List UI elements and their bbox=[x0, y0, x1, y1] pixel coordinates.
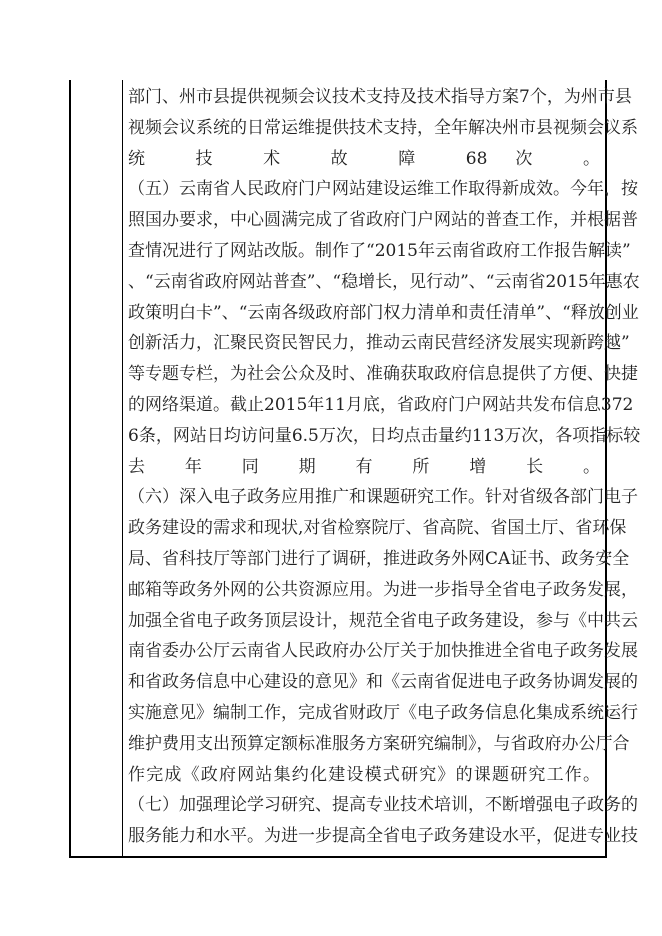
paragraph-line: 和省政务信息中心建设的意见》和《云南省促进电子政务协调发展的 bbox=[128, 672, 638, 693]
paragraph-line: 南省委办公厅云南省人民政府办公厅关于加快推进全省电子政务发展 bbox=[128, 641, 638, 662]
paragraph-line: 照国办要求，中心圆满完成了省政府门户网站的普查工作，并根据普 bbox=[128, 210, 638, 231]
paragraph-line: 统 技 术 故 障 68 次 。 bbox=[128, 148, 600, 169]
table-content-cell bbox=[128, 82, 641, 852]
paragraph-line: 部门、州市县提供视频会议技术支持及技术指导方案7个，为州市县 bbox=[128, 87, 632, 107]
paragraph-line: 作完成《政府网站集约化建设模式研究》的课题研究工作。 bbox=[128, 764, 600, 785]
paragraph-line: 查情况进行了网站改版。制作了“2015年云南省政府工作报告解读” bbox=[128, 240, 631, 261]
paragraph-line: 等专题专栏，为社会公众及时、准确获取政府信息提供了方便、快捷 bbox=[128, 364, 638, 385]
paragraph-line: 维护费用支出预算定额标准服务方案研究编制》，与省政府办公厅合 bbox=[128, 733, 630, 754]
paragraph-line: 创新活力，汇聚民资民智民力，推动云南民营经济发展实现新跨越” bbox=[128, 333, 630, 354]
paragraph-line: 加强全省电子政务顶层设计，规范全省电子政务建设，参与《中共云 bbox=[128, 610, 638, 631]
paragraph-line: 政策明白卡”、“云南各级政府部门权力清单和责任清单”、“释放创业 bbox=[128, 302, 639, 323]
paragraph-line: 、“云南省政府网站普查”、“稳增长，见行动”、“云南省2015年惠农 bbox=[128, 271, 640, 292]
column-divider bbox=[122, 80, 123, 856]
paragraph-line: 视频会议系统的日常运维提供技术支持，全年解决州市县视频会议系 bbox=[128, 117, 638, 138]
paragraph-line: 政务建设的需求和现状,对省检察院厅、省高院、省国土厅、省环保 bbox=[128, 518, 627, 539]
paragraph-line: 实施意见》编制工作，完成省财政厅《电子政务信息化集成系统运行 bbox=[128, 702, 638, 723]
paragraph-line: （六）深入电子政务应用推广和课题研究工作。针对省级各部门电子 bbox=[128, 487, 638, 508]
paragraph-line: 服务能力和水平。为进一步提高全省电子政务建设水平，促进专业技 bbox=[128, 826, 638, 847]
paragraph-line: 6条，网站日均访问量6.5万次，日均点击量约113万次，各项指标较 bbox=[128, 425, 641, 446]
paragraph-line: （七）加强理论学习研究、提高专业技术培训，不断增强电子政务的 bbox=[128, 795, 638, 816]
paragraph-line: 的网络渠道。截止2015年11月底，省政府门户网站共发布信息372 bbox=[128, 394, 634, 415]
paragraph-line: 去 年 同 期 有 所 增 长 。 bbox=[128, 456, 600, 477]
paragraph-line: 邮箱等政务外网的公共资源应用。为进一步指导全省电子政务发展， bbox=[128, 579, 638, 600]
paragraph-line: 局、省科技厅等部门进行了调研，推进政务外网CA证书、政务安全 bbox=[128, 548, 630, 569]
paragraph-line: （五）云南省人民政府门户网站建设运维工作取得新成效。今年，按 bbox=[128, 179, 638, 200]
